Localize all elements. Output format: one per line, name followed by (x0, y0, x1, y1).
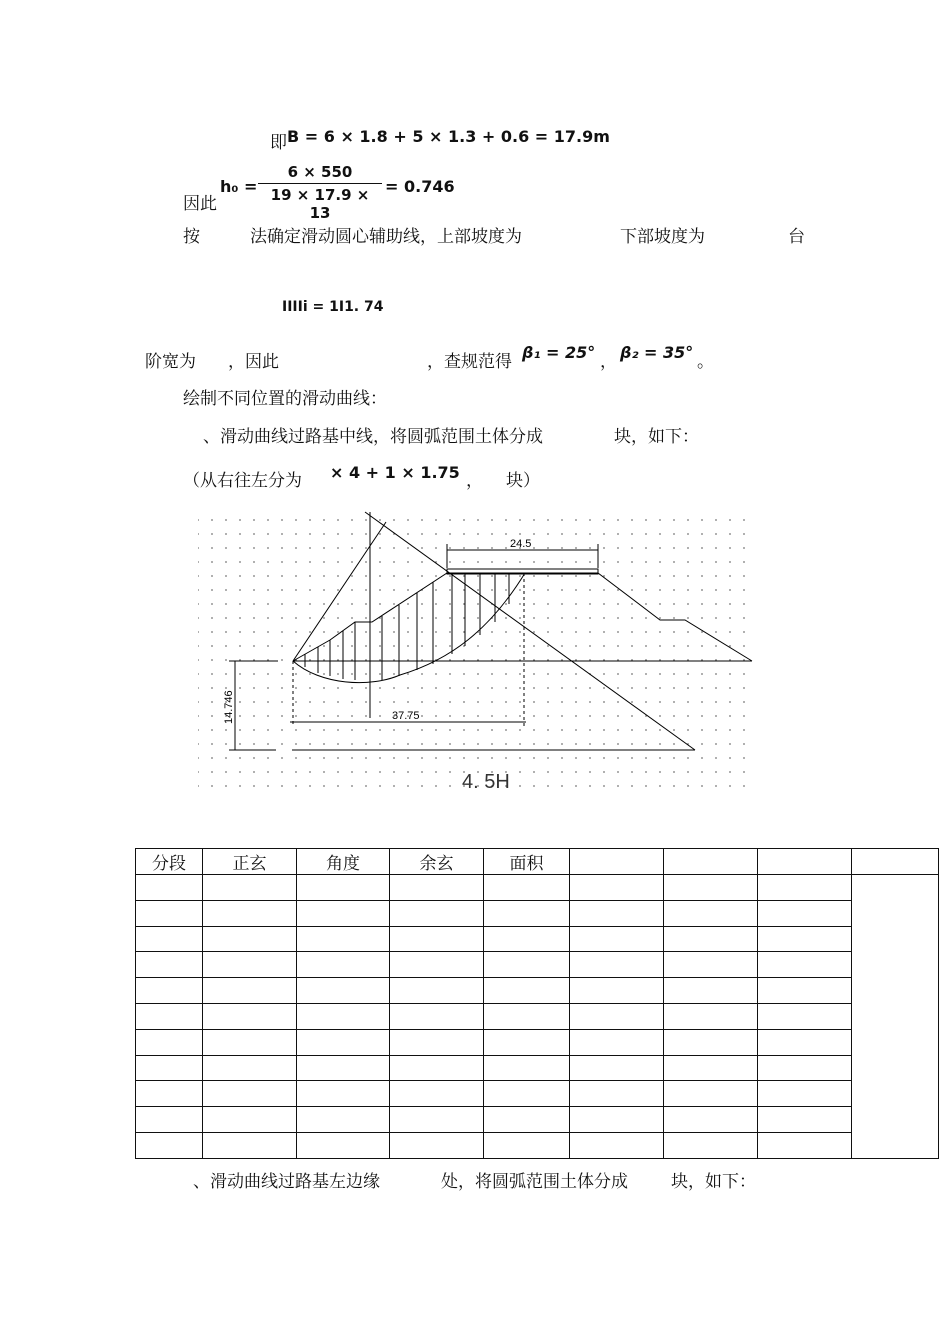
p4-a: 、滑动曲线过路基中线，将圆弧范围土体分成 (203, 427, 543, 447)
dot-grid (198, 512, 756, 796)
b-formula: B = 6 × 1.8 + 5 × 1.3 + 0.6 = 17.9m (287, 127, 610, 146)
table-header-cell (852, 849, 939, 875)
p5-formula: × 4 + 1 × 1.75 (330, 463, 460, 482)
table-row (136, 1107, 939, 1133)
dim-bottom-label: 37.75 (392, 710, 420, 722)
p6-c: 块，如下： (671, 1172, 756, 1192)
p3: 绘制不同位置的滑动曲线： (183, 389, 387, 409)
table-row (136, 1003, 939, 1029)
table-header-cell (664, 849, 758, 875)
dim-left-label: 14.746 (223, 690, 235, 724)
table-row (136, 1081, 939, 1107)
table-row (136, 1132, 939, 1158)
table-header-cell: 余玄 (390, 849, 484, 875)
merged-last-column (852, 875, 939, 1159)
dim-top-label: 24.5 (510, 538, 532, 550)
table-row (136, 952, 939, 978)
p4-b: 块，如下： (614, 427, 699, 447)
table-row (136, 1055, 939, 1081)
beta2-formula: β₂ = 35° (620, 343, 694, 362)
table-header-cell: 面积 (484, 849, 570, 875)
p6-b: 处，将圆弧范围土体分成 (441, 1172, 628, 1192)
p2-end: 。 (697, 352, 714, 372)
table-row (136, 978, 939, 1004)
h0-denominator: 19 × 17.9 × 13 (270, 186, 370, 222)
p2-a: 阶宽为 (145, 352, 196, 372)
p2-sep: ， (600, 352, 617, 372)
ratio-formula: IIIIi = 1I1. 74 (282, 299, 384, 315)
h0-lhs: h₀ = (220, 177, 258, 196)
table-header-cell: 分段 (136, 849, 203, 875)
table-header-cell (758, 849, 852, 875)
table-row (136, 875, 939, 901)
p1-a: 按 (183, 227, 200, 247)
b-prefix: 即 (270, 133, 287, 153)
p6-a: 、滑动曲线过路基左边缘 (193, 1172, 380, 1192)
h0-prefix: 因此 (183, 194, 217, 214)
p5-a: （从右往左分为 (183, 471, 302, 491)
diagram-caption: 4. 5H (462, 771, 510, 793)
h0-numerator: 6 × 550 (287, 163, 353, 181)
table-row (136, 1029, 939, 1055)
table-row (136, 900, 939, 926)
beta1-formula: β₁ = 25° (522, 343, 596, 362)
h0-rhs: = 0.746 (385, 177, 455, 196)
calc-table (135, 848, 939, 1159)
table-row (136, 926, 939, 952)
p5-c: 块） (506, 471, 540, 491)
p2-b: ，因此 (228, 352, 279, 372)
table-header-cell (570, 849, 664, 875)
p2-c: ，查规范得 (427, 352, 512, 372)
table-header-cell: 角度 (297, 849, 390, 875)
p1-c: 下部坡度为 (620, 227, 705, 247)
p1-b: 法确定滑动圆心辅助线，上部坡度为 (250, 227, 522, 247)
p1-d: 台 (788, 227, 805, 247)
p5-b: ， (466, 471, 483, 491)
table-header-cell: 正玄 (203, 849, 297, 875)
table-header-row (136, 849, 939, 875)
